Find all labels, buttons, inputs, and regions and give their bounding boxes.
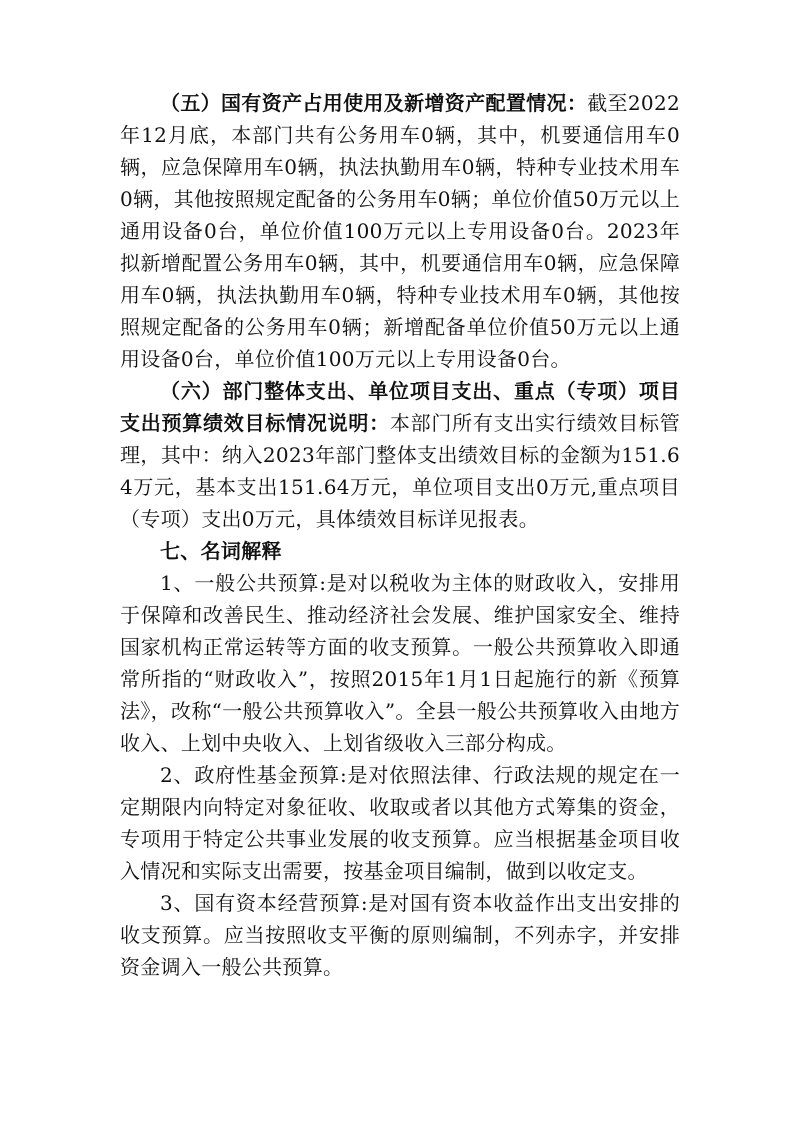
section-6-paragraph xyxy=(120,375,680,535)
definition-item: 1、一般公共预算:是对以税收为主体的财政收入，安排用于保障和改善民生、推动经济社会发展、维护国家安全、维持国家机构正常运转等方面的收支预算。一般公共预算收入即通常所指的“财政收入”，按照2015年1月1日起施行的新《预算法》，改称“一般公共预算收入”。全县一般公共预算收入由地方收入、上划中央收入、上划省级收入三部分构成。 xyxy=(120,571,680,755)
section-5-paragraph xyxy=(120,87,680,375)
definition-item: 3、国有资本经营预算:是对国有资本收益作出支出安排的收支预算。应当按照收支平衡的原则编制，不列赤字，并安排资金调入一般公共预算。 xyxy=(120,891,680,979)
document-body xyxy=(120,87,680,983)
section-5-heading: （五）国有资产占用使用及新增资产配置情况： xyxy=(160,91,588,115)
definition-item: 2、政府性基金预算:是对依照法律、行政法规的规定在一定期限内向特定对象征收、收取或者以其他方式筹集的资金，专项用于特定公共事业发展的收支预算。应当根据基金项目收入情况和实际支出需要，按基金项目编制，做到以收定支。 xyxy=(120,763,680,883)
section-6-body: 本部门所有支出实行绩效目标管理，其中：纳入2023年部门整体支出绩效目标的金额为151.64万元，基本支出151.64万元，单位项目支出0万元,重点项目（专项）支出0万元，具体绩效目标详见报表。 xyxy=(120,411,681,531)
section-7-heading: 七、名词解释 xyxy=(160,539,282,563)
section-6-heading: （六）部门整体支出、单位项目支出、重点（专项）项目支出预算绩效目标情况说明： xyxy=(120,379,680,435)
section-5-body: 截至2022年12月底，本部门共有公务用车0辆，其中，机要通信用车0辆，应急保障用车0辆，执法执勤用车0辆，特种专业技术用车0辆，其他按照规定配备的公务用车0辆；单位价值50万元以上通用设备0台，单位价值100万元以上专用设备0台。2023年拟新增配置公务用车0辆，其中，机要通信用车0辆，应急保障用车0辆，执法执勤用车0辆，特种专业技术用车0辆，其他按照规定配备的公务用车0辆；新增配备单位价值50万元以上通用设备0台，单位价值100万元以上专用设备0台。 xyxy=(120,91,680,371)
